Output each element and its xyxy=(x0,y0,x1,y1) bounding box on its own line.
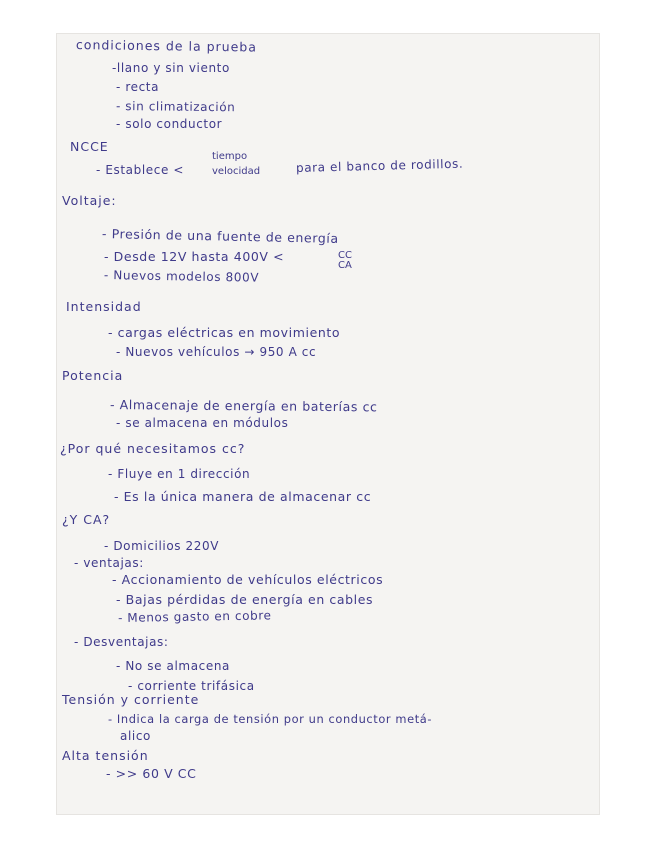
heading-and-ca: ¿Y CA? xyxy=(62,512,111,527)
note-line: - cargas eléctricas en movimiento xyxy=(108,325,341,340)
brace-option-tiempo: tiempo xyxy=(212,151,248,162)
note-line: - Nuevos vehículos → 950 A cc xyxy=(116,345,317,359)
note-line: para el banco de rodillos. xyxy=(295,156,464,175)
heading-alta-tension: Alta tensión xyxy=(62,748,149,763)
note-line: - recta xyxy=(116,80,160,94)
brace-options xyxy=(212,152,260,177)
note-line: - Fluye en 1 dirección xyxy=(108,467,251,481)
note-line: - corriente trifásica xyxy=(128,679,255,693)
heading-voltaje: Voltaje: xyxy=(62,193,117,208)
brace-option-velocidad: velocidad xyxy=(212,166,261,177)
note-line: - Presión de una fuente de energía xyxy=(101,226,339,246)
note-line: - Accionamiento de vehículos eléctricos xyxy=(112,572,384,587)
note-line: - solo conductor xyxy=(116,117,223,131)
note-line: - Indica la carga de tensión por un conductor metá- xyxy=(108,712,433,726)
heading-test-conditions: condiciones de la prueba xyxy=(75,37,258,55)
note-line: - No se almacena xyxy=(116,659,230,673)
note-line: - Nuevos modelos 800V xyxy=(103,268,260,285)
note-line: -llano y sin viento xyxy=(112,61,230,75)
note-line: - >> 60 V CC xyxy=(106,766,197,781)
brace-option-cc: CC xyxy=(338,250,352,261)
note-line: - Es la única manera de almacenar cc xyxy=(114,489,372,504)
note-line: - se almacena en módulos xyxy=(116,416,289,430)
note-line: - Establece < xyxy=(96,163,185,177)
heading-why-cc: ¿Por qué necesitamos cc? xyxy=(60,441,246,456)
note-line: - Menos gasto en cobre xyxy=(117,608,272,625)
heading-intensidad: Intensidad xyxy=(66,299,142,314)
heading-potencia: Potencia xyxy=(62,368,124,383)
brace-options xyxy=(338,251,352,271)
note-line: - ventajas: xyxy=(74,556,144,570)
note-line: - Desventajas: xyxy=(74,635,169,649)
note-line: - sin climatización xyxy=(115,99,236,115)
note-line: alico xyxy=(120,729,151,743)
note-line: - Domicilios 220V xyxy=(104,539,220,553)
brace-option-ca: CA xyxy=(338,260,352,271)
note-line: - Almacenaje de energía en baterías cc xyxy=(109,397,378,415)
note-line: - Bajas pérdidas de energía en cables xyxy=(116,592,374,607)
heading-tension-corriente: Tensión y corriente xyxy=(62,692,200,707)
heading-ncce: NCCE xyxy=(70,139,109,154)
note-line: - Desde 12V hasta 400V < xyxy=(104,249,285,264)
